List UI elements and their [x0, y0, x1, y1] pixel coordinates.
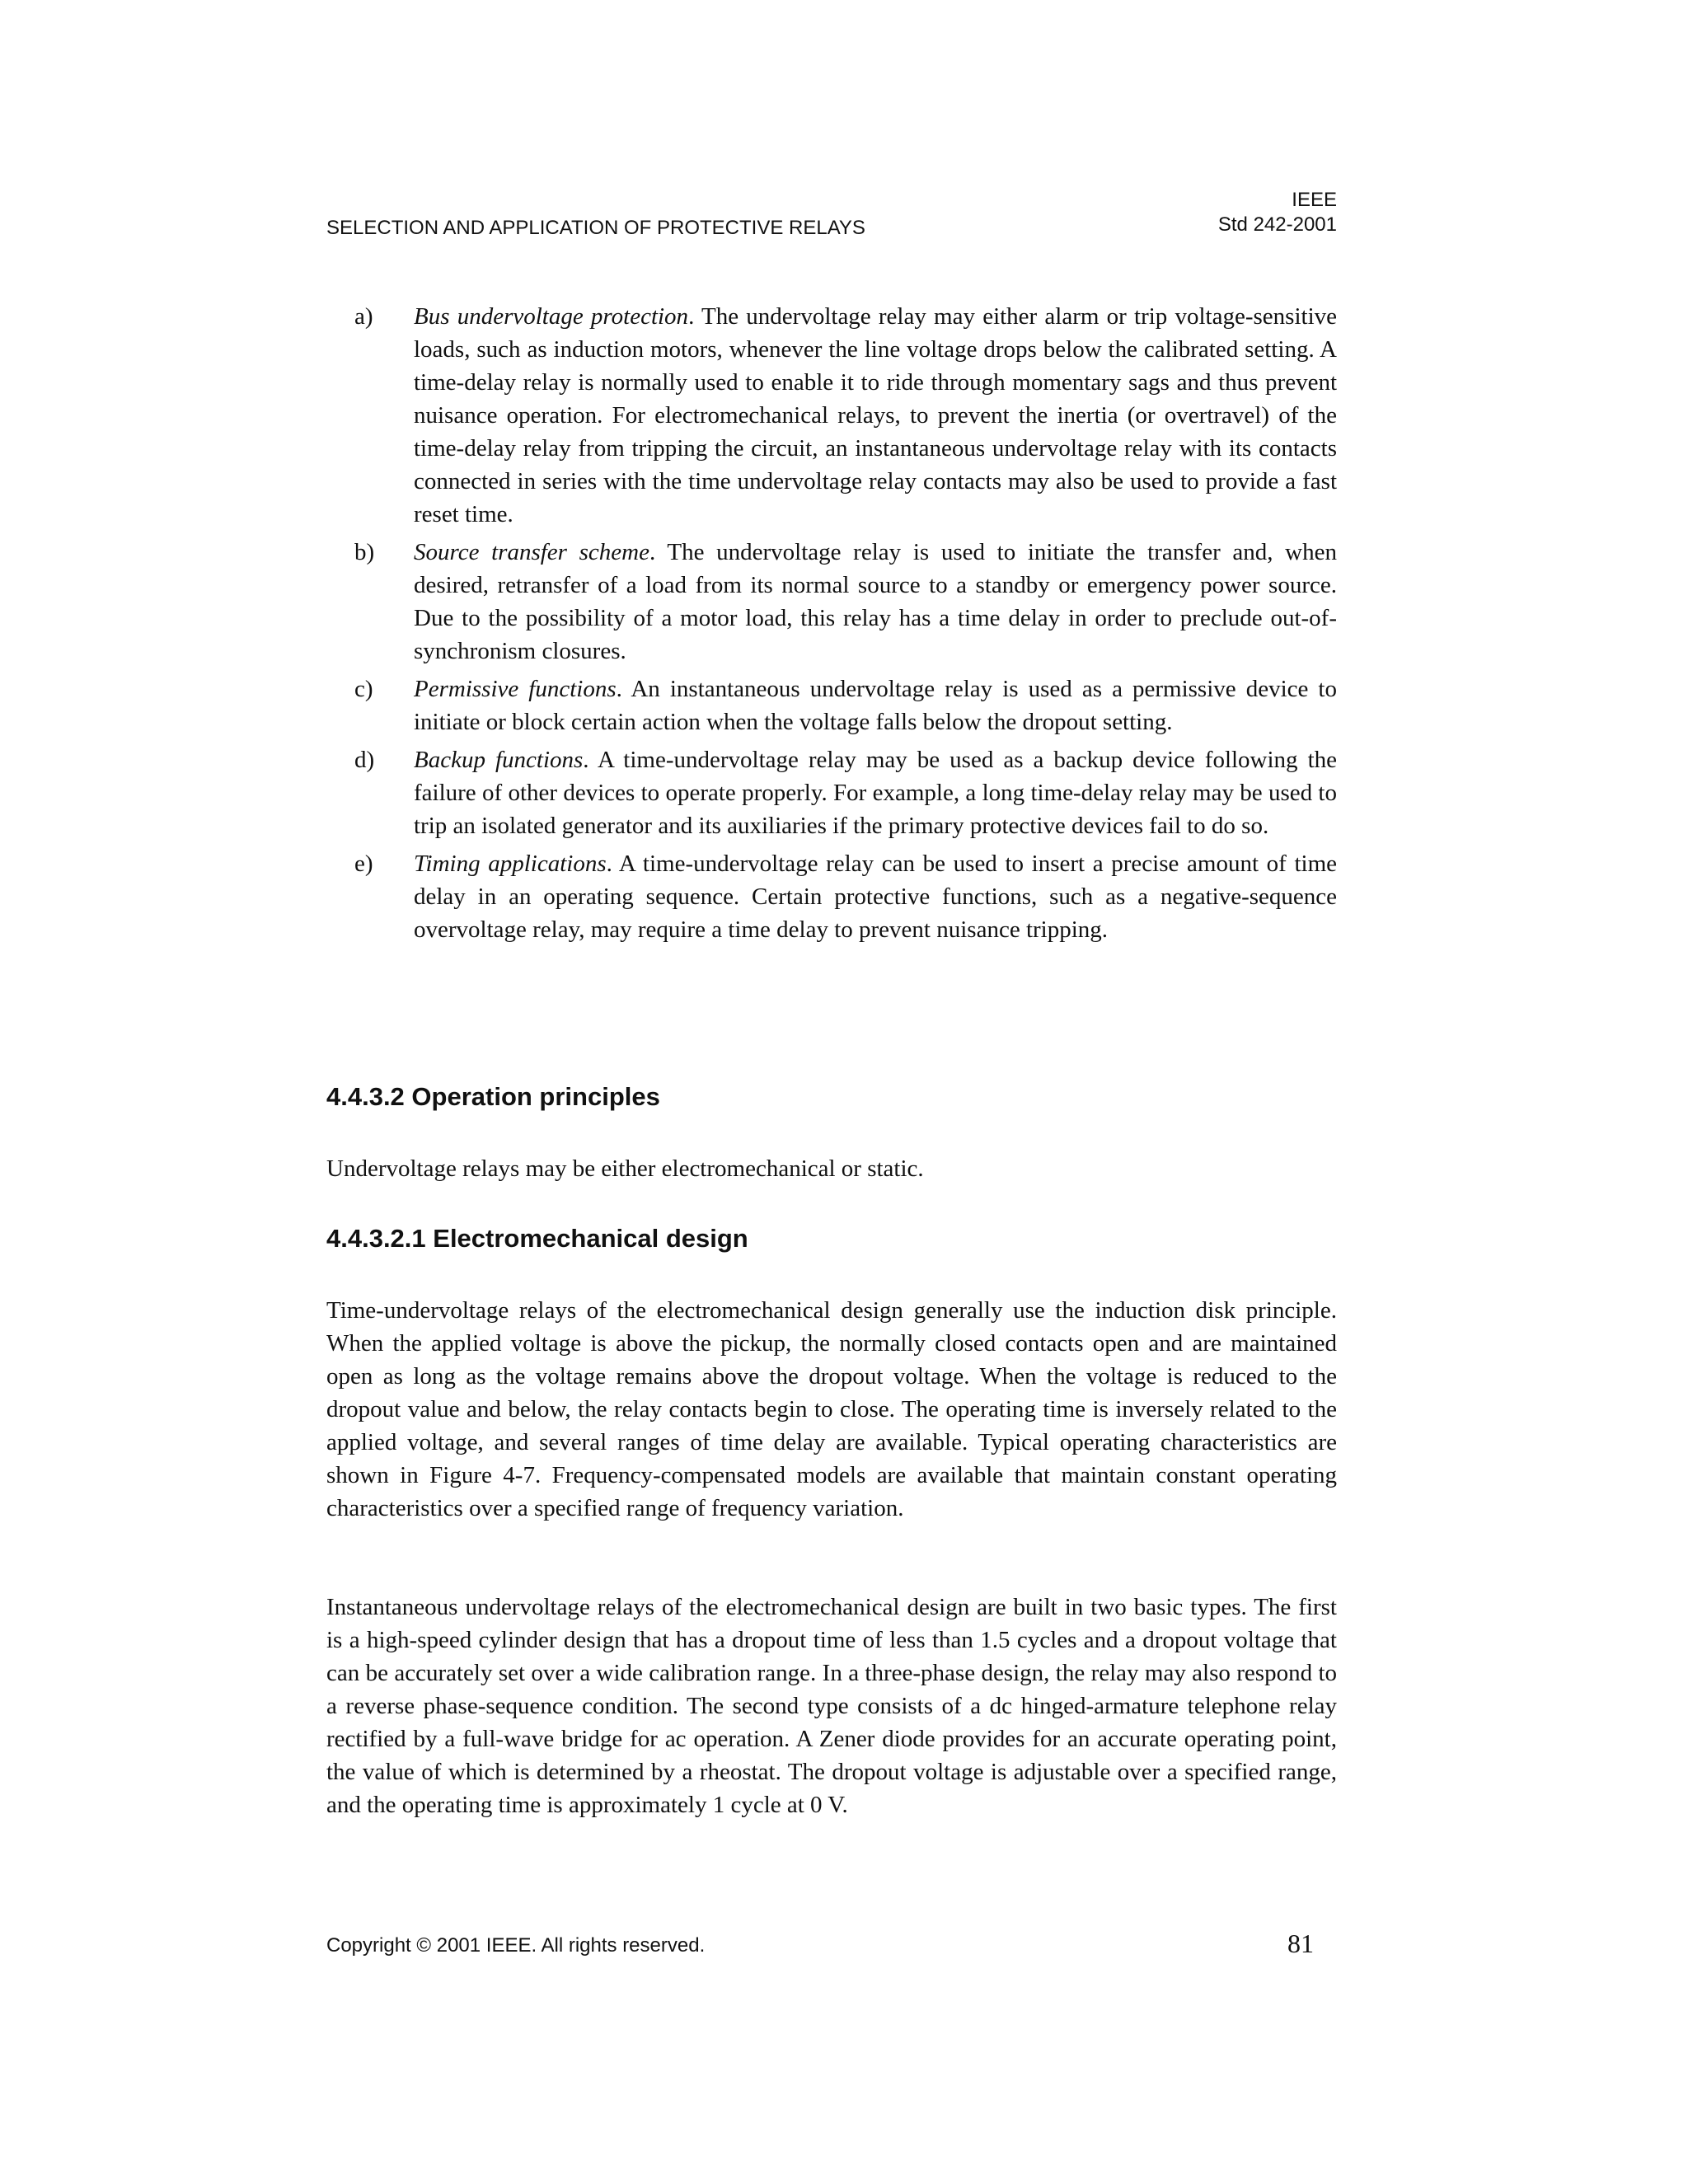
list-term: Timing applications	[414, 851, 607, 877]
page-number: 81	[1287, 1929, 1314, 1958]
list-text: . The undervoltage relay is used to initiate the transfer and, when desired, retransfer of a load from its normal source to a standby or emergency power source. Due to the possibility of a motor load, this relay has a time delay in order to preclude out-of-synchronism closures.	[414, 539, 1337, 664]
section-heading-electromechanical-design: 4.4.3.2.1 Electromechanical design	[326, 1224, 748, 1253]
header-standard-id	[1218, 188, 1337, 237]
list-item	[326, 300, 1337, 531]
list-term: Bus undervoltage protection	[414, 303, 689, 330]
paragraph-operation-principles: Undervoltage relays may be either electromechanical or static.	[326, 1155, 924, 1182]
paragraph-instantaneous-undervoltage: Instantaneous undervoltage relays of the electromechanical design are built in two basic types. The first is a high-speed cylinder design that has a dropout time of less than 1.5 cycles and a dropout voltage that can be accurately set over a wide calibration range. In a three-phase design, the relay may also respond to a reverse phase-sequence condition. The second type consists of a dc hinged-armature telephone relay rectified by a full-wave bridge for ac operation. A Zener diode provides for an accurate operating point, the value of which is determined by a rheostat. The dropout voltage is adjustable over a specified range, and the operating time is approximately 1 cycle at 0 V.	[326, 1594, 1337, 1818]
list-term: Permissive functions	[414, 676, 617, 702]
header-title: SELECTION AND APPLICATION OF PROTECTIVE RELAYS	[326, 217, 865, 239]
section-heading-operation-principles: 4.4.3.2 Operation principles	[326, 1082, 660, 1111]
list-item	[326, 847, 1337, 946]
list-text: . A time-undervoltage relay may be used as a backup device following the failure of other devices to operate properly. For example, a long time-delay relay may be used to trip an isolated generator and its auxiliaries if the primary protective devices fail to do so.	[414, 747, 1337, 839]
list-item	[326, 743, 1337, 842]
paragraph-time-undervoltage: Time-undervoltage relays of the electromechanical design generally use the induction disk principle. When the applied voltage is above the pickup, the normally closed contacts open and are maintained open as long as the voltage remains above the dropout voltage. When the voltage is reduced to the dropout value and below, the relay contacts begin to close. The operating time is inversely related to the applied voltage, and several ranges of time delay are available. Typical operating characteristics are shown in Figure 4-7. Frequency-compensated models are available that maintain constant operating characteristics over a specified range of frequency variation.	[326, 1297, 1337, 1521]
document-page	[326, 0, 1337, 2184]
copyright-notice: Copyright © 2001 IEEE. All rights reserved.	[326, 1934, 706, 1957]
list-item	[326, 536, 1337, 668]
running-header	[326, 188, 1337, 246]
list-marker: c)	[354, 676, 373, 702]
list-text: . A time-undervoltage relay can be used to insert a precise amount of time delay in an operating sequence. Certain protective functions, such as a negative-sequence overvoltage relay, may require a time delay to prevent nuisance tripping.	[414, 851, 1337, 943]
header-standard: Std 242-2001	[1217, 213, 1337, 236]
list-marker: d)	[354, 747, 375, 773]
page-footer	[326, 1929, 1337, 1961]
list-marker: b)	[354, 539, 375, 565]
list-term: Source transfer scheme	[414, 539, 649, 565]
application-list	[326, 300, 1337, 951]
list-marker: a)	[354, 303, 373, 330]
list-text: . The undervoltage relay may either alarm or trip voltage-sensitive loads, such as induction motors, whenever the line voltage drops below the calibrated setting. A time-delay relay is normally used to enable it to ride through momentary sags and thus prevent nuisance operation. For electromechanical relays, to prevent the inertia (or overtravel) of the time-delay relay from tripping the circuit, an instantaneous undervoltage relay with its contacts connected in series with the time undervoltage relay contacts may also be used to provide a fast reset time.	[414, 303, 1337, 527]
list-marker: e)	[354, 851, 373, 877]
list-term: Backup functions	[414, 747, 584, 773]
list-item	[326, 673, 1337, 738]
header-org: IEEE	[1292, 189, 1337, 211]
list-text: . An instantaneous undervoltage relay is used as a permissive device to initiate or block certain action when the voltage falls below the dropout setting.	[414, 676, 1337, 735]
